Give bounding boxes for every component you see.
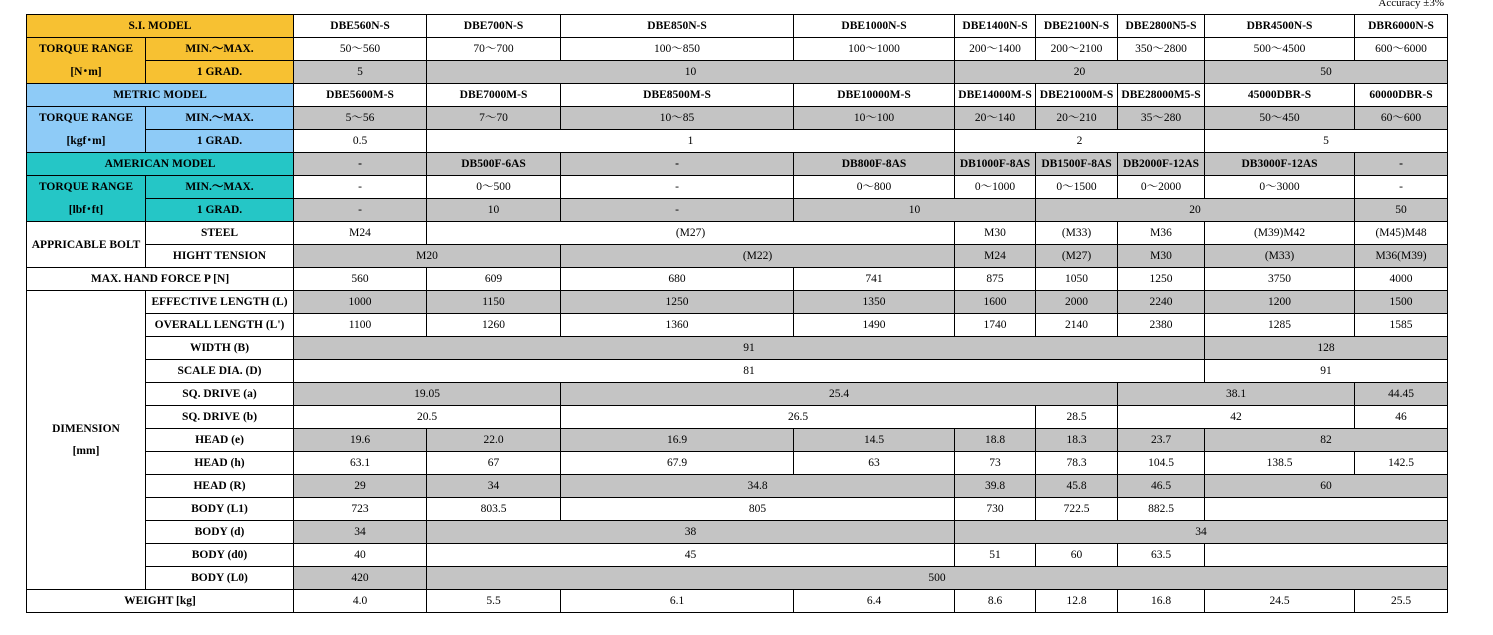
model-name: DB1500F-8AS: [1036, 153, 1118, 176]
bolt-label: APPRICABLE BOLT: [27, 222, 146, 268]
cell: -: [1355, 176, 1448, 199]
cell: 12.8: [1036, 590, 1118, 613]
torque-range-label: TORQUE RANGE: [27, 176, 146, 199]
torque-range-label: TORQUE RANGE: [27, 38, 146, 61]
cell: 1350: [794, 291, 955, 314]
weight-label: WEIGHT [kg]: [27, 590, 294, 613]
cell: 6.1: [561, 590, 794, 613]
cell: (M33): [1205, 245, 1355, 268]
row-label: BODY (d): [146, 521, 294, 544]
cell: 51: [955, 544, 1036, 567]
cell: -: [294, 199, 427, 222]
cell: 50: [1205, 61, 1448, 84]
cell: 73: [955, 452, 1036, 475]
cell: 0～1000: [955, 176, 1036, 199]
cell: 104.5: [1118, 452, 1205, 475]
cell: 45: [427, 544, 955, 567]
cell: 805: [561, 498, 955, 521]
model-name: DBE1000N-S: [794, 15, 955, 38]
spec-table: [26, 14, 1448, 613]
cell: 875: [955, 268, 1036, 291]
row-label: HEAD (R): [146, 475, 294, 498]
dim-row-scale-dia: [27, 360, 1448, 383]
cell: 1285: [1205, 314, 1355, 337]
model-name: DBE28000M5-S: [1118, 84, 1205, 107]
unit-label: [kgf･m]: [27, 130, 146, 153]
unit-label: [lbf･ft]: [27, 199, 146, 222]
american-model-row: [27, 153, 1448, 176]
cell: 500: [427, 567, 1448, 590]
american-grad-row: [27, 199, 1448, 222]
cell: 0～3000: [1205, 176, 1355, 199]
cell: 18.3: [1036, 429, 1118, 452]
cell: 10: [794, 199, 1036, 222]
cell: 46.5: [1118, 475, 1205, 498]
si-model-row: [27, 15, 1448, 38]
cell: 1250: [561, 291, 794, 314]
cell: 100～1000: [794, 38, 955, 61]
cell: 2000: [1036, 291, 1118, 314]
minmax-label: MIN.～MAX.: [146, 176, 294, 199]
cell: 63: [794, 452, 955, 475]
model-name: DBE2800N5-S: [1118, 15, 1205, 38]
cell: 63.5: [1118, 544, 1205, 567]
model-name: DB800F-8AS: [794, 153, 955, 176]
cell: 420: [294, 567, 427, 590]
cell: 67: [427, 452, 561, 475]
cell: 38: [427, 521, 955, 544]
cell: 200～1400: [955, 38, 1036, 61]
cell: 0～500: [427, 176, 561, 199]
cell: M24: [955, 245, 1036, 268]
cell: M30: [1118, 245, 1205, 268]
cell: 91: [1205, 360, 1448, 383]
cell: 34: [955, 521, 1448, 544]
dimension-label: [27, 291, 146, 590]
cell: 1150: [427, 291, 561, 314]
dim-row-effective-length: [27, 291, 1448, 314]
cell: 50～450: [1205, 107, 1355, 130]
cell: 5～56: [294, 107, 427, 130]
grad-label: 1 GRAD.: [146, 130, 294, 153]
dim-row-head-r: [27, 475, 1448, 498]
cell: 10～100: [794, 107, 955, 130]
cell: 6.4: [794, 590, 955, 613]
torque-range-label: TORQUE RANGE: [27, 107, 146, 130]
cell: (M27): [1036, 245, 1118, 268]
cell: 60～600: [1355, 107, 1448, 130]
cell: 14.5: [794, 429, 955, 452]
cell: 1200: [1205, 291, 1355, 314]
metric-grad-row: [27, 130, 1448, 153]
cell: 18.8: [955, 429, 1036, 452]
cell: 1100: [294, 314, 427, 337]
cell: 4000: [1355, 268, 1448, 291]
cell: M20: [294, 245, 561, 268]
cell: 128: [1205, 337, 1448, 360]
si-minmax-row: [27, 38, 1448, 61]
bolt-steel-row: [27, 222, 1448, 245]
model-name: DBE14000M-S: [955, 84, 1036, 107]
cell: 1260: [427, 314, 561, 337]
cell: 42: [1118, 406, 1355, 429]
cell: M36: [1118, 222, 1205, 245]
model-name: DBE5600M-S: [294, 84, 427, 107]
cell: 67.9: [561, 452, 794, 475]
cell: 25.4: [561, 383, 1118, 406]
cell: 680: [561, 268, 794, 291]
minmax-label: MIN.～MAX.: [146, 38, 294, 61]
cell: 200～2100: [1036, 38, 1118, 61]
cell: 0.5: [294, 130, 427, 153]
cell: 46: [1355, 406, 1448, 429]
cell: 350～2800: [1118, 38, 1205, 61]
cell: 1: [427, 130, 955, 153]
cell: 5: [1205, 130, 1448, 153]
cell: 20: [1036, 199, 1355, 222]
cell: M24: [294, 222, 427, 245]
dim-row-overall-length: [27, 314, 1448, 337]
cell: 1360: [561, 314, 794, 337]
cell: 20.5: [294, 406, 561, 429]
cell: 730: [955, 498, 1036, 521]
cell: 19.6: [294, 429, 427, 452]
cell: 34.8: [561, 475, 955, 498]
model-name: DB2000F-12AS: [1118, 153, 1205, 176]
cell: 20: [955, 61, 1205, 84]
model-name: DBE7000M-S: [427, 84, 561, 107]
cell: [1205, 498, 1448, 521]
cell: 1585: [1355, 314, 1448, 337]
cell: 7～70: [427, 107, 561, 130]
dim-row-body-l0: [27, 567, 1448, 590]
cell: 138.5: [1205, 452, 1355, 475]
row-label: WIDTH (B): [146, 337, 294, 360]
model-name: DB3000F-12AS: [1205, 153, 1355, 176]
row-label: SQ. DRIVE (b): [146, 406, 294, 429]
cell: 19.05: [294, 383, 561, 406]
si-grad-row: [27, 61, 1448, 84]
cell: 10: [427, 61, 955, 84]
grad-label: 1 GRAD.: [146, 199, 294, 222]
cell: -: [561, 176, 794, 199]
row-label: BODY (L1): [146, 498, 294, 521]
row-label: BODY (d0): [146, 544, 294, 567]
accuracy-note: Accuracy ±3%: [1378, 0, 1444, 9]
cell: 34: [427, 475, 561, 498]
cell: 2: [955, 130, 1205, 153]
cell: 8.6: [955, 590, 1036, 613]
cell: 741: [794, 268, 955, 291]
weight-row: [27, 590, 1448, 613]
cell: 34: [294, 521, 427, 544]
cell: -: [294, 176, 427, 199]
cell: 1250: [1118, 268, 1205, 291]
cell: 20～140: [955, 107, 1036, 130]
cell: 5: [294, 61, 427, 84]
minmax-label: MIN.～MAX.: [146, 107, 294, 130]
unit-label: [N･m]: [27, 61, 146, 84]
cell: (M39)M42: [1205, 222, 1355, 245]
cell: 2380: [1118, 314, 1205, 337]
cell: 50: [1355, 199, 1448, 222]
american-minmax-row: [27, 176, 1448, 199]
cell: 60: [1205, 475, 1448, 498]
dim-row-body-l1: [27, 498, 1448, 521]
cell: 28.5: [1036, 406, 1118, 429]
cell: [1205, 544, 1448, 567]
grad-label: 1 GRAD.: [146, 61, 294, 84]
model-name: DBE700N-S: [427, 15, 561, 38]
cell: (M22): [561, 245, 955, 268]
cell: 81: [294, 360, 1205, 383]
cell: 24.5: [1205, 590, 1355, 613]
cell: 45.8: [1036, 475, 1118, 498]
row-label: SQ. DRIVE (a): [146, 383, 294, 406]
cell: 882.5: [1118, 498, 1205, 521]
dim-row-body-d0: [27, 544, 1448, 567]
cell: 0～2000: [1118, 176, 1205, 199]
dim-row-sq-drive-b: [27, 406, 1448, 429]
cell: 78.3: [1036, 452, 1118, 475]
hight-tension-label: HIGHT TENSION: [146, 245, 294, 268]
cell: 1500: [1355, 291, 1448, 314]
model-name: DB500F-6AS: [427, 153, 561, 176]
cell: 1740: [955, 314, 1036, 337]
cell: 40: [294, 544, 427, 567]
row-label: OVERALL LENGTH (L'): [146, 314, 294, 337]
model-name: -: [294, 153, 427, 176]
model-name: DB1000F-8AS: [955, 153, 1036, 176]
cell: 29: [294, 475, 427, 498]
dimension-title: DIMENSION: [52, 423, 120, 435]
cell: 10: [427, 199, 561, 222]
cell: 70～700: [427, 38, 561, 61]
cell: 63.1: [294, 452, 427, 475]
row-label: SCALE DIA. (D): [146, 360, 294, 383]
dim-row-head-e: [27, 429, 1448, 452]
cell: (M27): [427, 222, 955, 245]
cell: 82: [1205, 429, 1448, 452]
row-label: HEAD (e): [146, 429, 294, 452]
cell: 25.5: [1355, 590, 1448, 613]
cell: 5.5: [427, 590, 561, 613]
cell: 91: [294, 337, 1205, 360]
dim-row-sq-drive-a: [27, 383, 1448, 406]
dim-row-width: [27, 337, 1448, 360]
american-model-label: AMERICAN MODEL: [27, 153, 294, 176]
bolt-hight-row: [27, 245, 1448, 268]
cell: (M33): [1036, 222, 1118, 245]
cell: 16.9: [561, 429, 794, 452]
row-label: EFFECTIVE LENGTH (L): [146, 291, 294, 314]
cell: 26.5: [561, 406, 1036, 429]
cell: (M45)M48: [1355, 222, 1448, 245]
cell: 38.1: [1118, 383, 1355, 406]
cell: 20～210: [1036, 107, 1118, 130]
cell: 722.5: [1036, 498, 1118, 521]
dimension-unit: [mm]: [72, 445, 100, 457]
cell: 23.7: [1118, 429, 1205, 452]
metric-minmax-row: [27, 107, 1448, 130]
cell: 0～800: [794, 176, 955, 199]
cell: 500～4500: [1205, 38, 1355, 61]
cell: 560: [294, 268, 427, 291]
dim-row-body-d: [27, 521, 1448, 544]
row-label: HEAD (h): [146, 452, 294, 475]
cell: 2240: [1118, 291, 1205, 314]
cell: M30: [955, 222, 1036, 245]
cell: 50～560: [294, 38, 427, 61]
cell: 39.8: [955, 475, 1036, 498]
cell: 0～1500: [1036, 176, 1118, 199]
cell: 600～6000: [1355, 38, 1448, 61]
model-name: DBR4500N-S: [1205, 15, 1355, 38]
model-name: DBE2100N-S: [1036, 15, 1118, 38]
steel-label: STEEL: [146, 222, 294, 245]
cell: 16.8: [1118, 590, 1205, 613]
model-name: DBE560N-S: [294, 15, 427, 38]
cell: 3750: [1205, 268, 1355, 291]
cell: 4.0: [294, 590, 427, 613]
model-name: DBE8500M-S: [561, 84, 794, 107]
model-name: DBE21000M-S: [1036, 84, 1118, 107]
cell: 2140: [1036, 314, 1118, 337]
model-name: -: [561, 153, 794, 176]
hand-force-row: [27, 268, 1448, 291]
dim-row-head-h: [27, 452, 1448, 475]
hand-force-label: MAX. HAND FORCE P [N]: [27, 268, 294, 291]
cell: 1600: [955, 291, 1036, 314]
cell: 10～85: [561, 107, 794, 130]
model-name: DBE1400N-S: [955, 15, 1036, 38]
model-name: DBE10000M-S: [794, 84, 955, 107]
si-model-label: S.I. MODEL: [27, 15, 294, 38]
cell: 100～850: [561, 38, 794, 61]
model-name: 60000DBR-S: [1355, 84, 1448, 107]
cell: 803.5: [427, 498, 561, 521]
cell: 609: [427, 268, 561, 291]
metric-model-row: [27, 84, 1448, 107]
row-label: BODY (L0): [146, 567, 294, 590]
cell: 22.0: [427, 429, 561, 452]
model-name: -: [1355, 153, 1448, 176]
cell: 1490: [794, 314, 955, 337]
model-name: 45000DBR-S: [1205, 84, 1355, 107]
cell: 35～280: [1118, 107, 1205, 130]
cell: 142.5: [1355, 452, 1448, 475]
metric-model-label: METRIC MODEL: [27, 84, 294, 107]
cell: 60: [1036, 544, 1118, 567]
cell: M36(M39): [1355, 245, 1448, 268]
model-name: DBR6000N-S: [1355, 15, 1448, 38]
cell: -: [561, 199, 794, 222]
model-name: DBE850N-S: [561, 15, 794, 38]
cell: 1000: [294, 291, 427, 314]
cell: 723: [294, 498, 427, 521]
cell: 1050: [1036, 268, 1118, 291]
cell: 44.45: [1355, 383, 1448, 406]
